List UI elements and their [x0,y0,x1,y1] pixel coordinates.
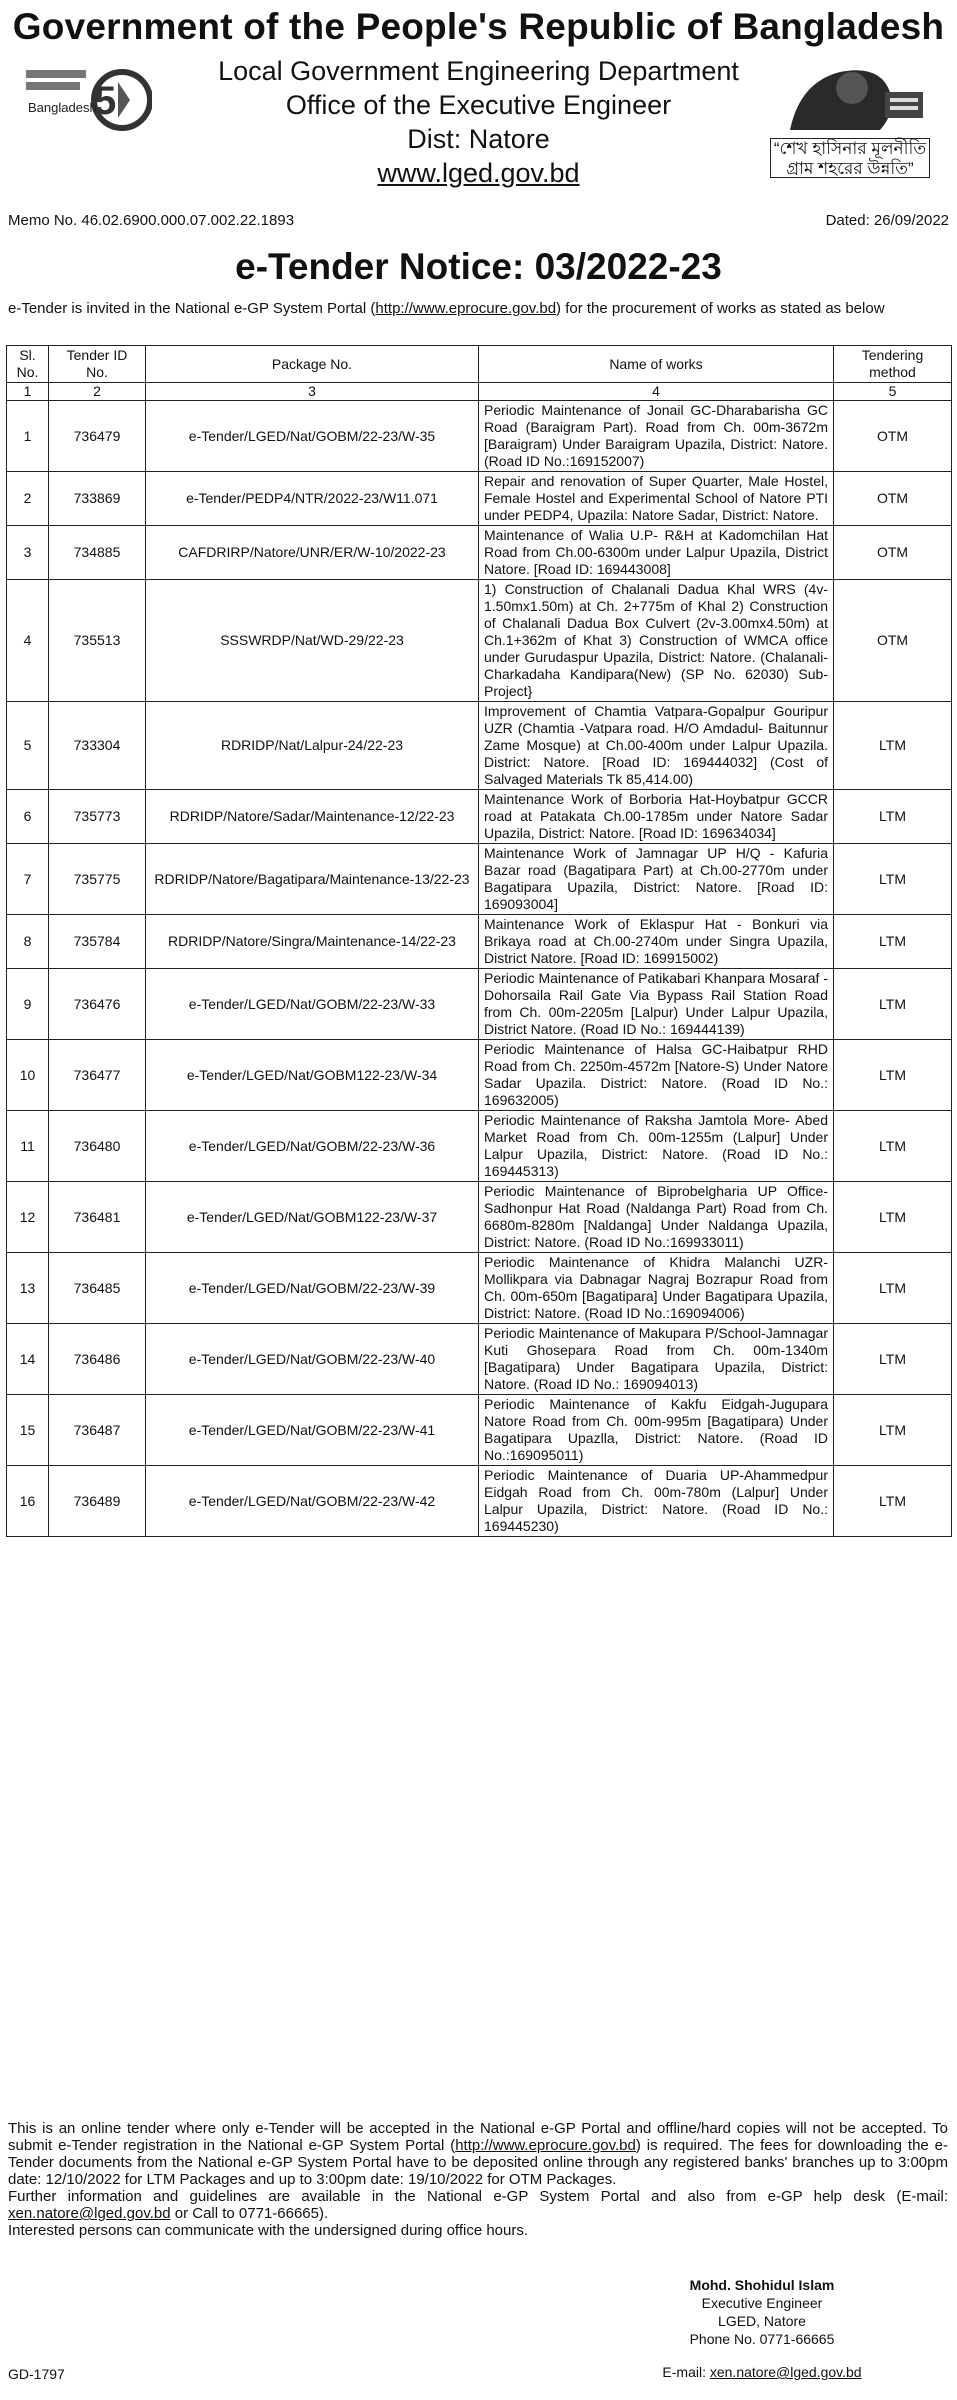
notice-title: e-Tender Notice: 03/2022-23 [235,246,722,287]
table-row [7,580,952,702]
cell-sl: 2 [7,472,49,526]
eprocure-footer-link[interactable]: http://www.eprocure.gov.bd [455,2137,636,2154]
cell-works: Repair and renovation of Super Quarter, Male Hostel, Female Hostel and Experimental School of Natore PTI under PEDP4, Upazila: Natore Sadar, District: Natore. [479,472,834,526]
cell-tender-id: 736477 [49,1040,146,1111]
cell-tender-id: 736481 [49,1182,146,1253]
table-header-row [7,346,952,383]
cell-sl: 10 [7,1040,49,1111]
cell-sl: 6 [7,790,49,844]
district-name: Dist: Natore [407,124,550,154]
cell-works: Periodic Maintenance of Duaria UP-Ahammedpur Eidgah Road from Ch. 00m-780m (Lalpur] Under Lalpur Upazila, District: Natore. (Road ID No.: 169445230) [479,1466,834,1537]
col-number: 1 [7,383,49,401]
cell-package: RDRIDP/Natore/Bagatipara/Maintenance-13/22-23 [146,844,479,915]
cell-method: OTM [834,401,952,472]
table-row [7,969,952,1040]
cell-tender-id: 735513 [49,580,146,702]
table-row [7,401,952,472]
cell-works: Periodic Maintenance of Jonail GC-Dharabarisha GC Road (Baraigram Part). Road from Ch. 00m-3672m [Baraigram) Under Baraigram Upazila, District: Natore. (Road ID No.:169152007) [479,401,834,472]
cell-tender-id: 736480 [49,1111,146,1182]
cell-package: RDRIDP/Nat/Lalpur-24/22-23 [146,702,479,790]
eprocure-link[interactable]: http://www.eprocure.gov.bd [375,300,557,317]
cell-sl: 5 [7,702,49,790]
header-tender-id: Tender ID No. [49,346,146,383]
footer-text [8,2120,948,2239]
cell-package: e-Tender/PEDP4/NTR/2022-23/W11.071 [146,472,479,526]
table-row [7,1253,952,1324]
mujib-centenary-logo [770,52,930,136]
cell-sl: 9 [7,969,49,1040]
cell-package: e-Tender/LGED/Nat/GOBM/22-23/W-36 [146,1111,479,1182]
cell-package: e-Tender/LGED/Nat/GOBM/22-23/W-41 [146,1395,479,1466]
tender-table [6,345,952,1537]
cell-method: LTM [834,1040,952,1111]
logo-left-caption: Bangladesh [28,100,97,115]
cell-package: e-Tender/LGED/Nat/GOBM122-23/W-34 [146,1040,479,1111]
cell-method: LTM [834,1395,952,1466]
cell-sl: 13 [7,1253,49,1324]
cell-tender-id: 733869 [49,472,146,526]
column-number-row [7,383,952,401]
cell-package: RDRIDP/Natore/Sadar/Maintenance-12/22-23 [146,790,479,844]
signatory-name: Mohd. Shohidul Islam [689,2277,835,2293]
cell-method: LTM [834,1324,952,1395]
cell-works: Maintenance Work of Borboria Hat-Hoybatpur GCCR road at Patakata Ch.00-1785m under Natore Sadar Upazila, District: Natore. [Road ID: 169634034] [479,790,834,844]
table-row [7,1182,952,1253]
cell-package: e-Tender/LGED/Nat/GOBM/22-23/W-33 [146,969,479,1040]
cell-works: Maintenance of Walia U.P- R&H at Kadomchilan Hat Road from Ch.00-6300m under Lalpur Upazila, District Natore. [Road ID: 169443008] [479,526,834,580]
cell-method: LTM [834,790,952,844]
cell-tender-id: 736479 [49,401,146,472]
cell-tender-id: 736489 [49,1466,146,1537]
col-number: 4 [479,383,834,401]
signatory-designation: Executive Engineer [701,2295,823,2311]
header-works: Name of works [479,346,834,383]
cell-works: Periodic Maintenance of Makupara P/School-Jamnagar Kuti Ghosepara Road from Ch. 00m-1340m [Bagatipara) Under Bagatipara Upazila, District: Natore. (Road ID No.: 169094013) [479,1324,834,1395]
signatory-email-link[interactable]: xen.natore@lged.gov.bd [709,2364,862,2380]
cell-tender-id: 736487 [49,1395,146,1466]
cell-tender-id: 735784 [49,915,146,969]
cell-sl: 3 [7,526,49,580]
header-method: Tendering method [834,346,952,383]
cell-package: e-Tender/LGED/Nat/GOBM122-23/W-37 [146,1182,479,1253]
gd-number: GD-1797 [8,2366,65,2382]
cell-method: LTM [834,969,952,1040]
table-row [7,844,952,915]
cell-package: e-Tender/LGED/Nat/GOBM/22-23/W-39 [146,1253,479,1324]
cell-works: Periodic Maintenance of Kakfu Eidgah-Jugupara Natore Road from Ch. 00m-995m [Bagatipara) Under Bagatipara Upazlla, District: Natore. (Road ID No.:169095011) [479,1395,834,1466]
table-row [7,702,952,790]
table-row [7,472,952,526]
cell-method: LTM [834,844,952,915]
cell-method: LTM [834,915,952,969]
cell-method: OTM [834,580,952,702]
cell-package: e-Tender/LGED/Nat/GOBM/22-23/W-42 [146,1466,479,1537]
cell-tender-id: 736485 [49,1253,146,1324]
cell-method: LTM [834,702,952,790]
signatory-phone: Phone No. 0771-66665 [689,2331,835,2347]
cell-method: LTM [834,1182,952,1253]
cell-works: Periodic Maintenance of Halsa GC-Haibatpur RHD Road from Ch. 2250m-4572m [Natore-S) Under Natore Sadar Upazila. District: Natore. (Road ID No.: 169632005) [479,1040,834,1111]
table-row [7,1040,952,1111]
header-package: Package No. [146,346,479,383]
table-row [7,1466,952,1537]
cell-method: LTM [834,1111,952,1182]
col-number: 5 [834,383,952,401]
footer-paragraph-info: Further information and guidelines are available in the National e-GP System Portal and also from e-GP help desk (E-mail: xen.natore@lged.gov.bd or Call to 0771-66665). [8,2188,948,2222]
cell-tender-id: 734885 [49,526,146,580]
cell-works: Periodic Maintenance of Raksha Jamtola More- Abed Market Road from Ch. 00m-1255m (Lalpur] Under Lalpur Upazila, District: Natore. (Road ID No.: 169445313) [479,1111,834,1182]
government-title: Government of the People's Republic of Bangladesh [12,6,945,47]
table-row [7,526,952,580]
col-number: 2 [49,383,146,401]
table-row [7,915,952,969]
cell-method: OTM [834,472,952,526]
cell-works: Periodic Maintenance of Biprobelgharia UP Office-Sadhonpur Hat Road (Naldanga Part) Road from Ch. 6680m-8280m [Naldanga] Under Naldanga Upazila, District: Natore. (Road ID No.:169933011) [479,1182,834,1253]
cell-sl: 11 [7,1111,49,1182]
intro-paragraph: e-Tender is invited in the National e-GP System Portal (http://www.eprocure.gov.bd) for the procurement of works as stated as below [8,300,885,317]
footer-paragraph-fees: This is an online tender where only e-Tender will be accepted in the National e-GP Portal and offline/hard copies will not be accepted. To submit e-Tender registration in the National e-GP System Portal (http://www.eprocure.gov.bd) is required. The fees for downloading the e-Tender documents from the National e-GP System Portal have to be deposited online through any registered banks' branches up to 3:00pm date: 12/10/2022 for LTM Packages and up to 3:00pm date: 19/10/2022 for OTM Packages. [8,2120,948,2188]
col-number: 3 [146,383,479,401]
signatory-email: E-mail: xen.natore@lged.gov.bd [662,2364,862,2380]
cell-sl: 4 [7,580,49,702]
office-name: Office of the Executive Engineer [285,90,672,120]
cell-package: e-Tender/LGED/Nat/GOBM/22-23/W-40 [146,1324,479,1395]
memo-number: Memo No. 46.02.6900.000.07.002.22.1893 [8,212,295,229]
table-row [7,1324,952,1395]
cell-sl: 12 [7,1182,49,1253]
cell-sl: 15 [7,1395,49,1466]
signature-block [612,2276,912,2348]
table-row [7,790,952,844]
cell-sl: 7 [7,844,49,915]
cell-tender-id: 736486 [49,1324,146,1395]
table-row [7,1395,952,1466]
cell-sl: 16 [7,1466,49,1537]
cell-tender-id: 735775 [49,844,146,915]
cell-method: LTM [834,1253,952,1324]
notice-date: Dated: 26/09/2022 [825,212,949,229]
slogan-box: “শেখ হাসিনার মূলনীতি গ্রাম শহরের উন্নতি” [770,138,930,178]
header-sl: Sl. No. [7,346,49,383]
table-row [7,1111,952,1182]
cell-sl: 14 [7,1324,49,1395]
cell-sl: 8 [7,915,49,969]
cell-package: e-Tender/LGED/Nat/GOBM/22-23/W-35 [146,401,479,472]
cell-package: CAFDRIRP/Natore/UNR/ER/W-10/2022-23 [146,526,479,580]
signatory-org: LGED, Natore [718,2313,806,2329]
cell-method: LTM [834,1466,952,1537]
website-link[interactable]: www.lged.gov.bd [377,158,580,188]
department-name: Local Government Engineering Department [218,56,739,86]
cell-tender-id: 733304 [49,702,146,790]
cell-method: OTM [834,526,952,580]
cell-works: Periodic Maintenance of Patikabari Khanpara Mosaraf - Dohorsaila Rail Gate Via Bypass Rail Station Road from Ch. 00m-2205m [Lalpur) Under Lalpur Upazila, District Natore. (Road ID No.: 169444139) [479,969,834,1040]
cell-package: RDRIDP/Natore/Singra/Maintenance-14/22-23 [146,915,479,969]
cell-works: Periodic Maintenance of Khidra Malanchi UZR-Mollikpara via Dabnagar Nagraj Bozrapur Road from Ch. 00m-650m [Bagatipara] Under Bagatipara Upazila, District: Natore. (Road ID No.:169094006) [479,1253,834,1324]
svg-text:5: 5 [94,79,117,123]
cell-tender-id: 735773 [49,790,146,844]
cell-works: Maintenance Work of Eklaspur Hat - Bonkuri via Brikaya road at Ch.00-2740m under Singra Upazila, District Natore. [Road ID: 169915002) [479,915,834,969]
helpdesk-email-link[interactable]: xen.natore@lged.gov.bd [8,2205,171,2222]
cell-tender-id: 736476 [49,969,146,1040]
cell-works: Improvement of Chamtia Vatpara-Gopalpur Gouripur UZR (Chamtia -Vatpara road. H/O Amdadul- Baitunnur Zame Mosque) at Ch.00-400m under Lalpur Upazila. District: Natore. [Road ID: 169444032] (Cost of Salvaged Materials Tk 85,414.00) [479,702,834,790]
cell-works: Maintenance Work of Jamnagar UP H/Q - Kafuria Bazar road (Bagatipara Part) at Ch.00-2770m under Bagatipara Upazila, District: Natore. [Road ID: 169093004] [479,844,834,915]
cell-works: 1) Construction of Chalanali Dadua Khal WRS (4v-1.50mx1.50m) at Ch. 2+775m of Khal 2) Construction of Chalanali Dadua Box Culvert (2v-3.00mx4.50m) at Ch.1+362m of Khat 3) Construction of WMCA office under Gurudaspur Upazila, District: Natore. (Chalanali-Charkadaha Kandipara(New) (SP No. 62030) Sub-Project} [479,580,834,702]
cell-sl: 1 [7,401,49,472]
footer-paragraph-contact: Interested persons can communicate with the undersigned during office hours. [8,2222,529,2239]
cell-package: SSSWRDP/Nat/WD-29/22-23 [146,580,479,702]
